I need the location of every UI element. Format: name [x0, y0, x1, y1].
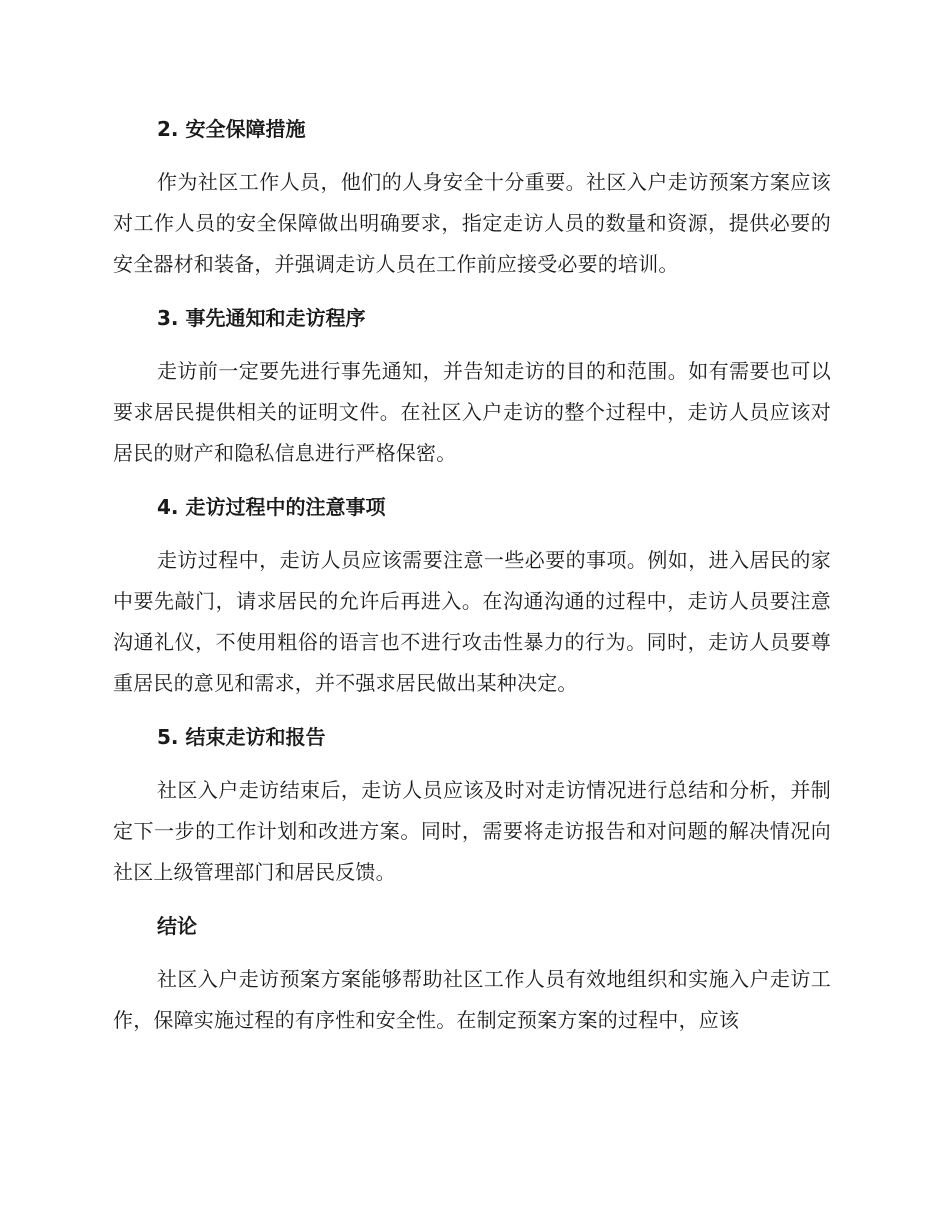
section-heading: 结论 [157, 914, 197, 938]
document-content [113, 108, 831, 1053]
section-heading: 2. 安全保障措施 [157, 117, 306, 141]
section-heading: 5. 结束走访和报告 [157, 725, 326, 749]
section-prior-notice [113, 297, 831, 474]
section-paragraph: 走访前一定要先进行事先通知，并告知走访的目的和范围。如有需要也可以要求居民提供相关的证明文件。在社区入户走访的整个过程中，走访人员应该对居民的财产和隐私信息进行严格保密。 [113, 359, 831, 465]
section-heading: 3. 事先通知和走访程序 [157, 306, 366, 330]
section-paragraph: 走访过程中，走访人员应该需要注意一些必要的事项。例如，进入居民的家中要先敲门，请求居民的允许后再进入。在沟通沟通的过程中，走访人员要注意沟通礼仪，不使用粗俗的语言也不进行攻击性暴力的行为。同时，走访人员要尊重居民的意见和需求，并不强求居民做出某种决定。 [113, 548, 831, 695]
section-paragraph: 作为社区工作人员，他们的人身安全十分重要。社区入户走访预案方案应该对工作人员的安全保障做出明确要求，指定走访人员的数量和资源，提供必要的安全器材和装备，并强调走访人员在工作前应接受必要的培训。 [113, 170, 831, 276]
section-end-and-report [113, 716, 831, 893]
section-paragraph: 社区入户走访结束后，走访人员应该及时对走访情况进行总结和分析，并制定下一步的工作计划和改进方案。同时，需要将走访报告和对问题的解决情况向社区上级管理部门和居民反馈。 [113, 778, 831, 884]
section-conclusion [113, 905, 831, 1041]
section-paragraph: 社区入户走访预案方案能够帮助社区工作人员有效地组织和实施入户走访工作，保障实施过程的有序性和安全性。在制定预案方案的过程中，应该 [113, 967, 831, 1032]
section-visit-notes [113, 486, 831, 704]
section-heading: 4. 走访过程中的注意事项 [157, 495, 386, 519]
section-safety-measures [113, 108, 831, 285]
